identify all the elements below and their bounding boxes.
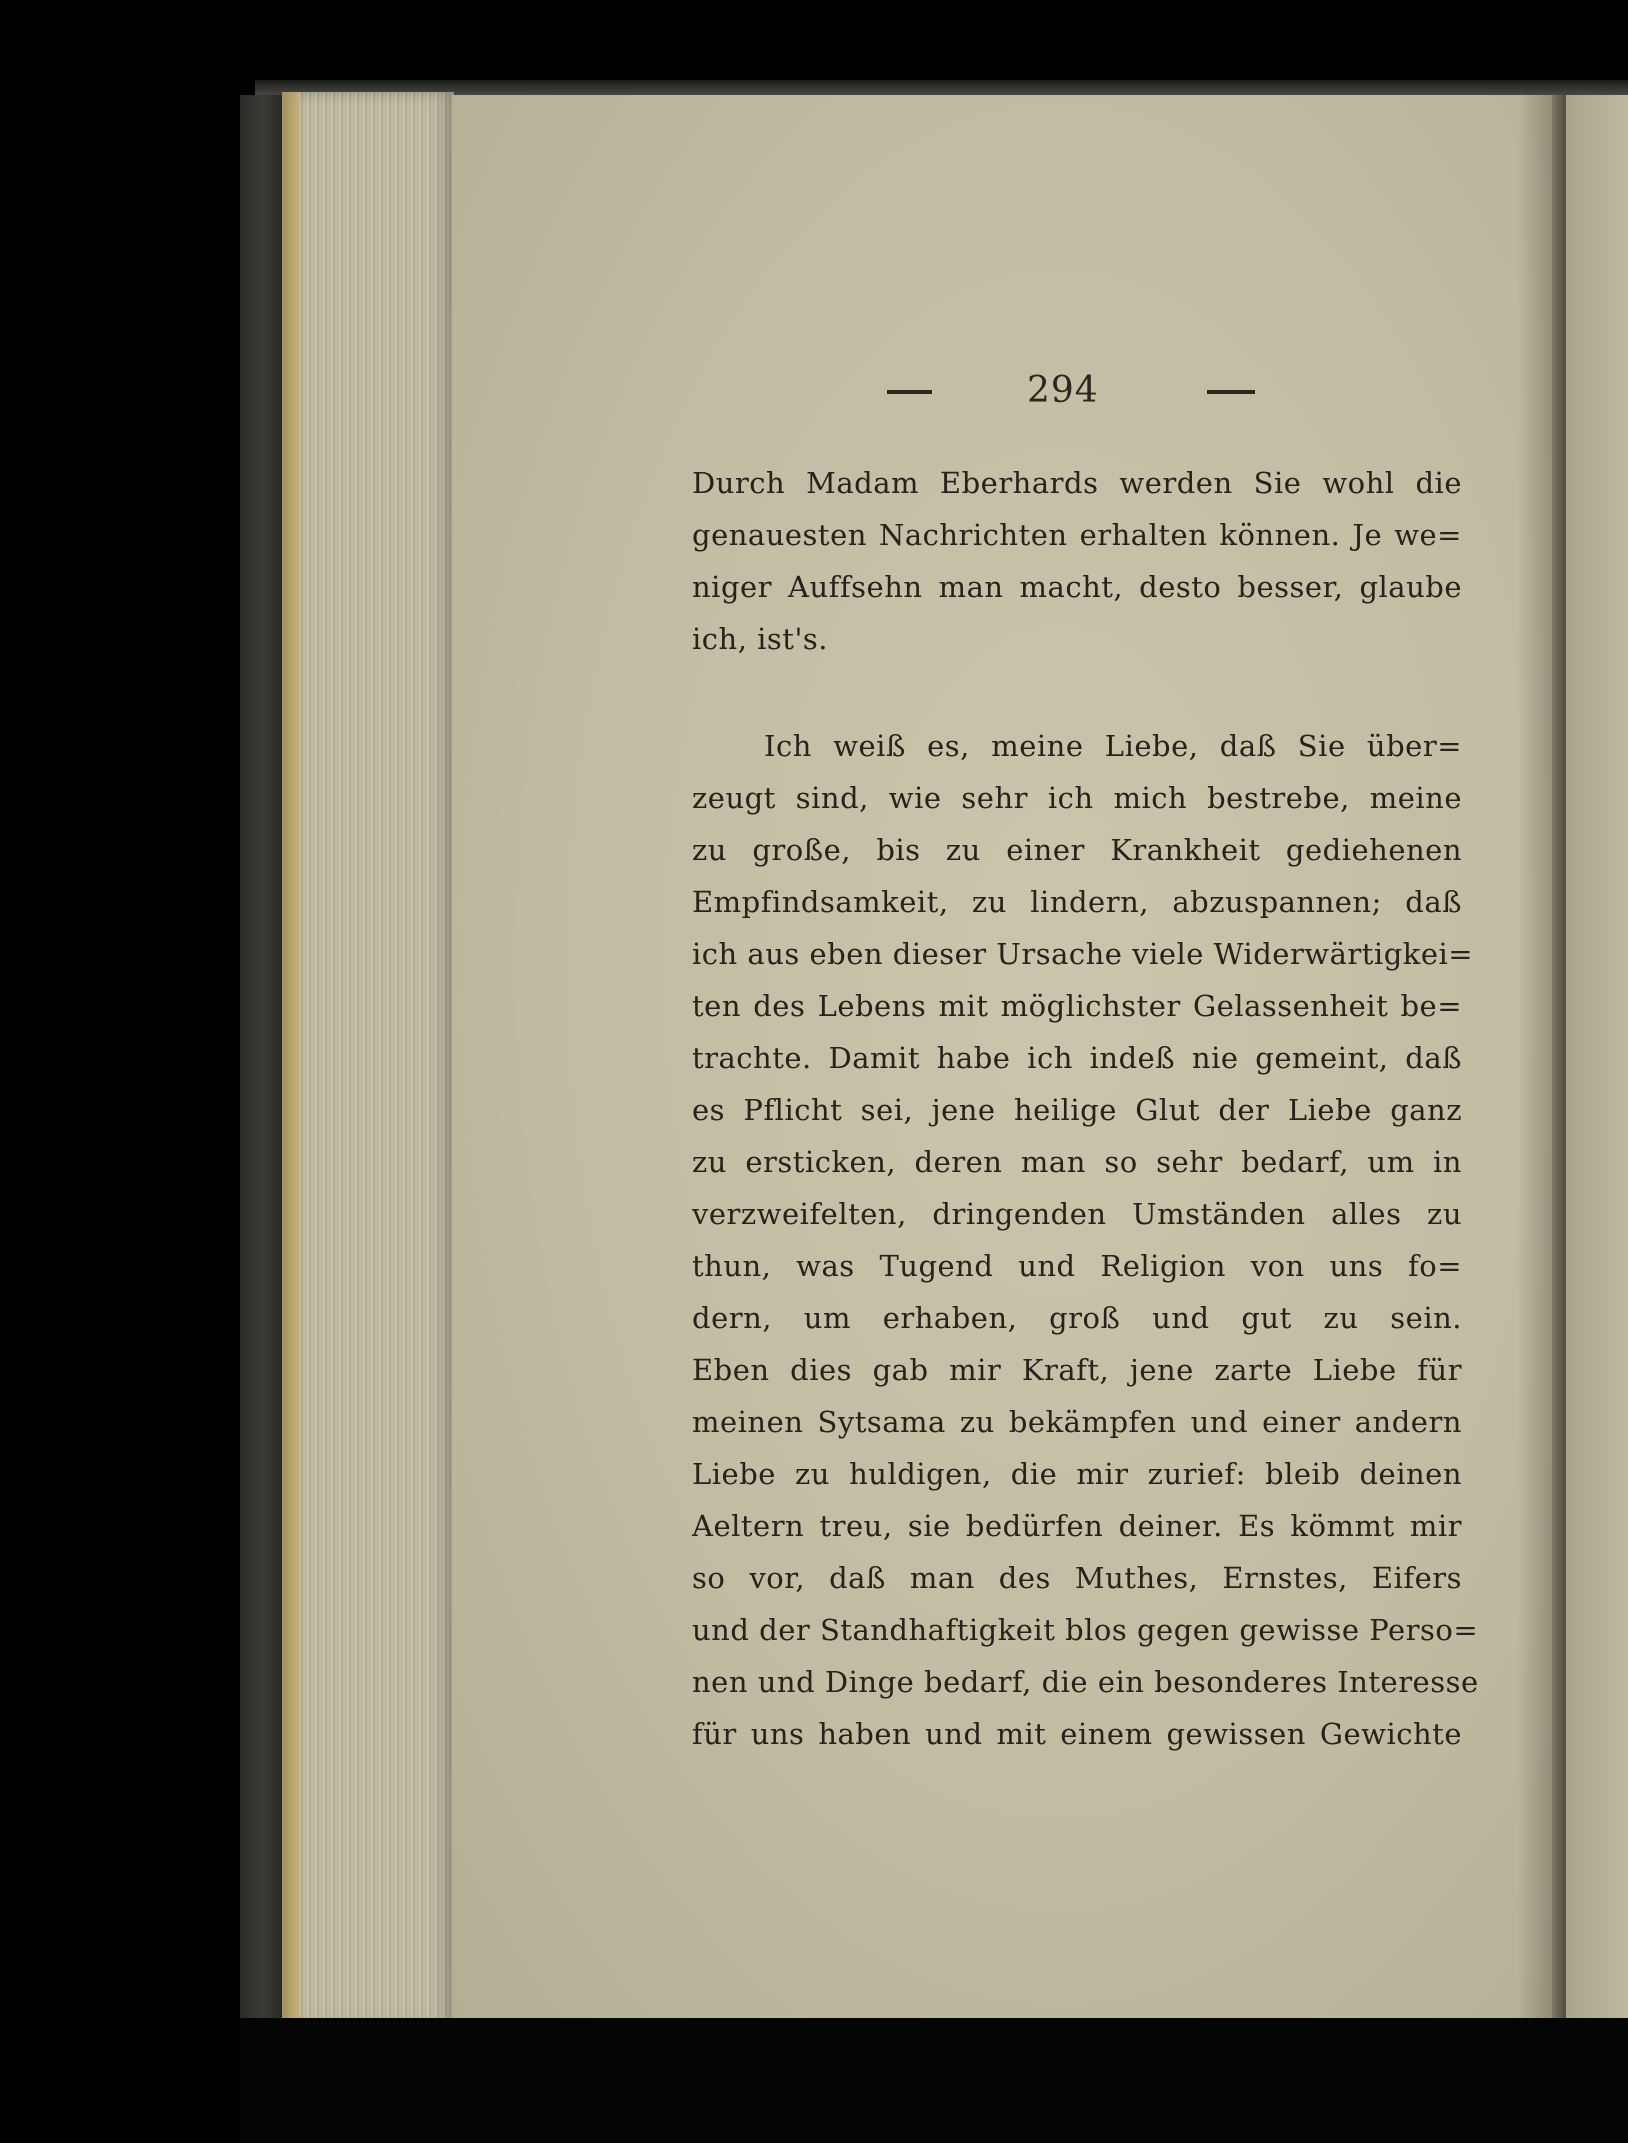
header-dash-right [1207, 390, 1255, 394]
text-line: niger Auffsehn man macht, desto besser, glaube [692, 570, 1462, 604]
header-dash-left [887, 390, 932, 394]
text-line: ich aus eben dieser Ursache viele Widerwärtigkei= [692, 937, 1474, 971]
text-line: ich, ist's. [692, 622, 829, 656]
text-line: Ich weiß es, meine Liebe, daß Sie über= [764, 729, 1462, 763]
text-line: zu ersticken, deren man so sehr bedarf, um in [692, 1145, 1462, 1179]
text-line: meinen Sytsama zu bekämpfen und einer andern [692, 1405, 1462, 1439]
book-binding [240, 95, 285, 2025]
text-line: und der Standhaftigkeit blos gegen gewisse Perso= [692, 1613, 1479, 1647]
text-line: zeugt sind, wie sehr ich mich bestrebe, meine [692, 781, 1462, 815]
text-line: trachte. Damit habe ich indeß nie gemeint, daß [692, 1041, 1462, 1075]
text-line: dern, um erhaben, groß und gut zu sein. [692, 1301, 1462, 1335]
opposite-page-edge [1566, 95, 1628, 2020]
page-edges [282, 92, 454, 2027]
book-gutter [1552, 95, 1566, 2020]
paragraph-2 [692, 720, 1479, 1760]
book-page [452, 95, 1557, 2020]
text-line: verzweifelten, dringenden Umständen alles zu [692, 1197, 1462, 1231]
text-line: Liebe zu huldigen, die mir zurief: bleib deinen [692, 1457, 1462, 1491]
text-line: genauesten Nachrichten erhalten können. Je we= [692, 518, 1462, 552]
paragraph-1 [692, 457, 1462, 665]
text-line: für uns haben und mit einem gewissen Gewichte [692, 1717, 1462, 1751]
text-line: Durch Madam Eberhards werden Sie wohl die [692, 466, 1462, 500]
text-line: nen und Dinge bedarf, die ein besonderes Interesse [692, 1665, 1479, 1699]
text-line: so vor, daß man des Muthes, Ernstes, Eifers [692, 1561, 1462, 1595]
page-header [452, 370, 1557, 410]
text-line: Eben dies gab mir Kraft, jene zarte Liebe für [692, 1353, 1462, 1387]
page-number: 294 [1027, 370, 1099, 411]
text-line: zu große, bis zu einer Krankheit gediehenen [692, 833, 1462, 867]
text-line: ten des Lebens mit möglichster Gelassenheit be= [692, 989, 1462, 1023]
text-line: es Pflicht sei, jene heilige Glut der Liebe ganz [692, 1093, 1462, 1127]
background-bottom [240, 2018, 1628, 2143]
text-line: Empfindsamkeit, zu lindern, abzuspannen; daß [692, 885, 1462, 919]
text-line: Aeltern treu, sie bedürfen deiner. Es kömmt mir [692, 1509, 1462, 1543]
text-line: thun, was Tugend und Religion von uns fo= [692, 1249, 1462, 1283]
